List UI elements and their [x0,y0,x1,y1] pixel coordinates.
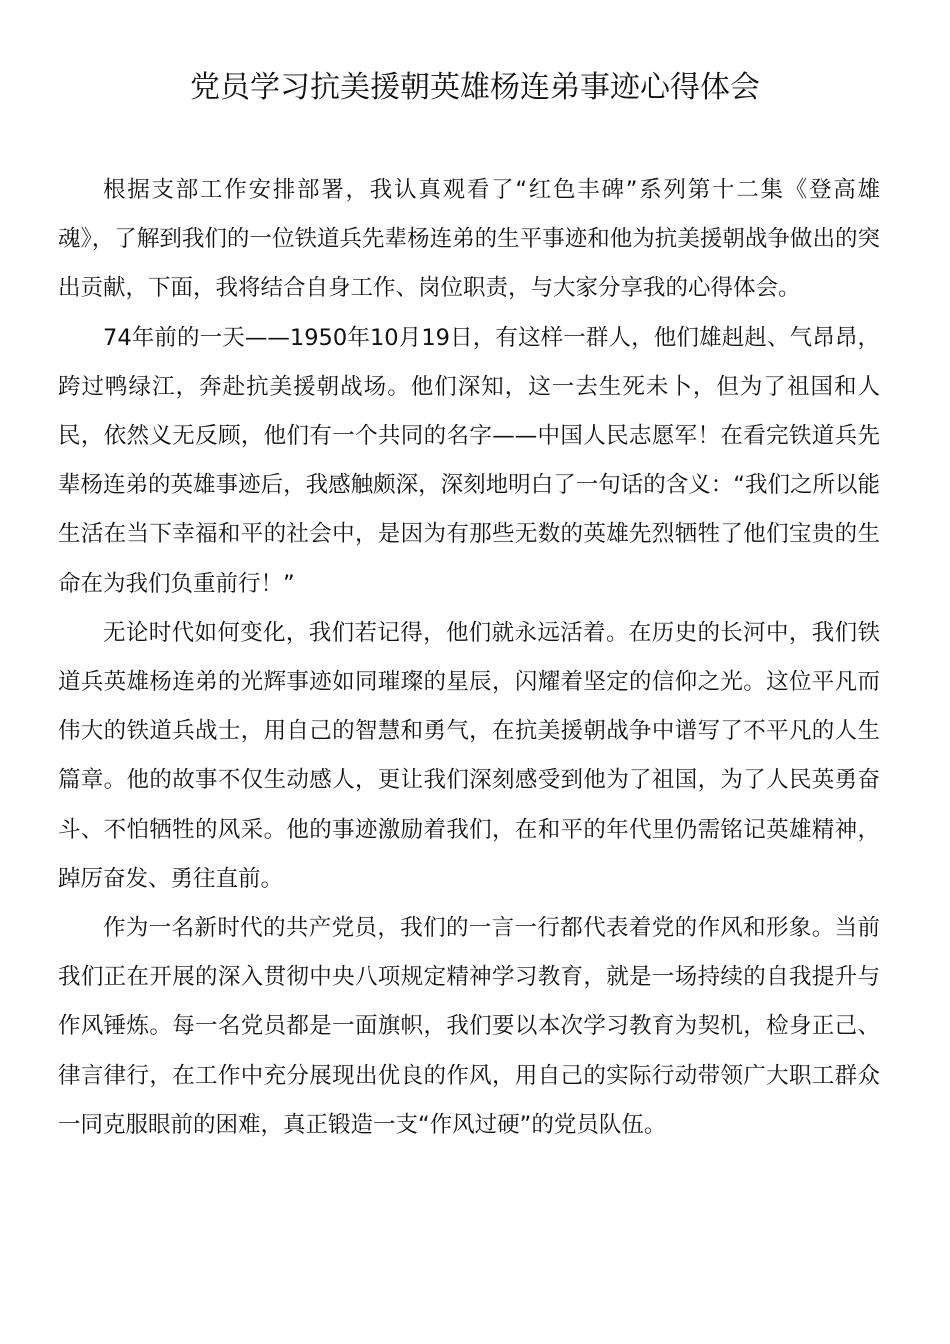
paragraph-4: 作为一名新时代的共产党员，我们的一言一行都代表着党的作风和形象。当前我们正在开展的深入贯彻中央八项规定精神学习教育，就是一场持续的自我提升与作风锤炼。每一名党员都是一面旗帜，我们要以本次学习教育为契机，检身正己、律言律行，在工作中充分展现出优良的作风，用自己的实际行动带领广大职工群众一同克服眼前的困难，真正锻造一支“作风过硬”的党员队伍。 [58,915,880,1138]
document-title: 党员学习抗美援朝英雄杨连弟事迹心得体会 [190,70,760,105]
paragraph-3: 无论时代如何变化，我们若记得，他们就永远活着。在历史的长河中，我们铁道兵英雄杨连弟的光辉事迹如同璀璨的星辰，闪耀着坚定的信仰之光。这位平凡而伟大的铁道兵战士，用自己的智慧和勇气，在抗美援朝战争中谱写了不平凡的人生篇章。他的故事不仅生动感人，更让我们深刻感受到他为了祖国，为了人民英勇奋斗、不怕牺牲的风采。他的事迹激励着我们，在和平的年代里仍需铭记英雄精神，踔厉奋发、勇往直前。 [58,619,880,892]
paragraph-1: 根据支部工作安排部署，我认真观看了“红色丰碑”系列第十二集《登高雄魂》，了解到我们的一位铁道兵先辈杨连弟的生平事迹和他为抗美援朝战争做出的突出贡献，下面，我将结合自身工作、岗位职责，与大家分享我的心得体会。 [58,177,880,302]
paragraph-2: 74年前的一天——1950年10月19日，有这样一群人，他们雄赳赳、气昂昂，跨过鸭绿江，奔赴抗美援朝战场。他们深知，这一去生死未卜，但为了祖国和人民，依然义无反顾，他们有一个共同的名字——中国人民志愿军！在看完铁道兵先辈杨连弟的英雄事迹后，我感触颇深，深刻地明白了一句话的含义：“我们之所以能生活在当下幸福和平的社会中，是因为有那些无数的英雄先烈牺牲了他们宝贵的生命在为我们负重前行！” [58,324,880,597]
document-body [58,166,880,1150]
